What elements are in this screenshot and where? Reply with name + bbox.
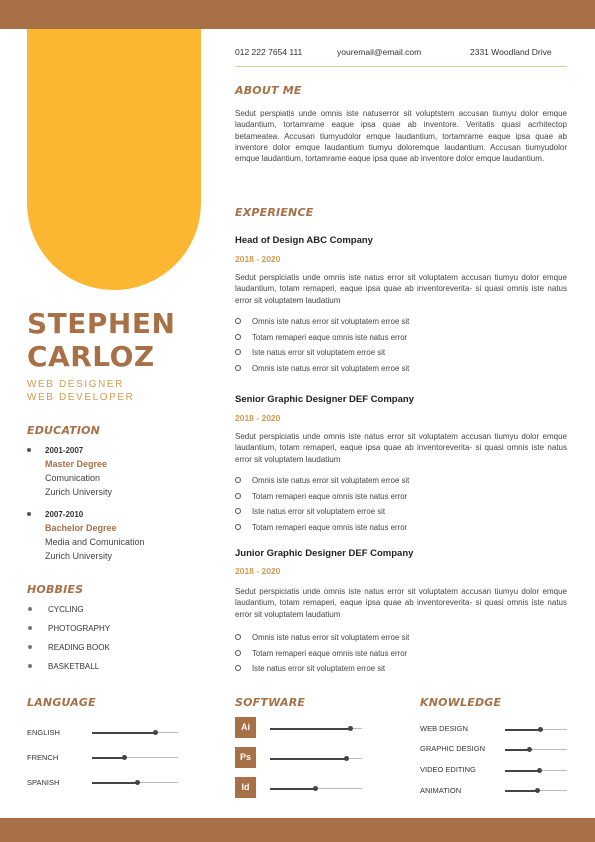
circle-bullet-icon (235, 349, 241, 355)
circle-bullet-icon (235, 665, 241, 671)
job-bullet-text: Omnis iste natus error sit voluptatem erroe sit (252, 476, 410, 485)
circle-bullet-icon (235, 365, 241, 371)
first-name: STEPHEN (27, 307, 176, 340)
hobby-label: BASKETBALL (48, 662, 100, 671)
about-text: Sedut perspiatis unde omnis iste natuserror sit voluptstem accusan tiumyu dolor emque laudantium, tortamrame eaque ipsa quae ab inventore. Veritatis quasi acrhitectop betameatea. Accusan tiumyudolor emque laudantium, tortamrame eaque ipsa quae ab inventore dolor emque laudantium tiumyu doloremque laudantium. Accusan tiumyudolor emque laudantium, tortamrame eaque ipsa quae ab inventore dolor emque laudantium. (235, 109, 567, 164)
job-dates: 2018 - 2020 (235, 254, 281, 264)
circle-bullet-icon (235, 318, 241, 324)
illustrator-icon: Ai (235, 717, 256, 738)
language-name: SPANISH (27, 778, 60, 787)
job-bullet-text: Omnis iste natus error sit voluptatem erroe sit (252, 317, 410, 326)
circle-bullet-icon (235, 477, 241, 483)
hobby-item (27, 657, 110, 676)
language-level-bar (92, 782, 178, 783)
education-degree: Master Degree (45, 459, 108, 469)
language-level-bar (92, 757, 178, 758)
hobbies-title: HOBBIES (27, 583, 84, 596)
decorative-arch (27, 29, 201, 290)
hobby-item (27, 638, 110, 657)
hobby-label: PHOTOGRAPHY (48, 624, 111, 633)
indesign-icon: Id (235, 777, 256, 798)
language-name: ENGLISH (27, 728, 60, 737)
contact-address: 2331 Woodland Drive (470, 47, 552, 57)
slider-knob-icon (344, 756, 349, 761)
hobbies-list (27, 600, 110, 676)
education-school: Zurich University (45, 487, 113, 497)
knowledge-name: VIDEO EDITING (420, 765, 476, 774)
language-level-bar (92, 732, 178, 733)
job-title: Junior Graphic Designer DEF Company (235, 548, 414, 559)
slider-knob-icon (135, 780, 140, 785)
experience-title: EXPERIENCE (235, 206, 314, 219)
knowledge-title: KNOWLEDGE (420, 696, 502, 709)
education-field: Comunication (45, 473, 101, 483)
job-bullet-text: Totam remaperi eaque omnis iste natus error (252, 648, 408, 658)
knowledge-level-bar (505, 729, 567, 730)
slider-knob-icon (348, 726, 353, 731)
circle-bullet-icon (235, 334, 241, 340)
job-description: Sedut perspiciatis unde omnis iste natus error sit voluptatem accusan tiumyu dolor emque laudantium, totam remaperi, eaque ipsa quae ab inventoreverita- si quasi omnis iste natus error sit voluptatem laudatium (235, 587, 567, 619)
job-dates: 2018 - 2020 (235, 413, 281, 423)
job-bullets (235, 473, 567, 535)
education-field: Media and Comunication (45, 537, 145, 547)
bullet-dot-icon (27, 512, 31, 516)
top-band (0, 0, 595, 29)
job-bullets (235, 630, 567, 677)
education-years: 2007-2010 (45, 510, 84, 519)
education-degree: Bachelor Degree (45, 523, 117, 533)
job-description: Sedut perspiciatis unde omnis iste natus error sit voluptatem accusan tiumyu dolor emque laudantium, totam remaperi, eaque ipsa quae ab inventoreverita- si quasi omnis iste natus error sit voluptatem laudatium (235, 273, 567, 305)
job-dates: 2018 - 2020 (235, 566, 281, 576)
hobby-item (27, 600, 110, 619)
language-title: LANGUAGE (27, 696, 96, 709)
education-title: EDUCATION (27, 424, 101, 437)
job-bullet (235, 345, 567, 361)
job-bullet (235, 646, 567, 662)
circle-bullet-icon (235, 524, 241, 530)
job-title: Head of Design ABC Company (235, 235, 373, 246)
software-level-bar (270, 788, 362, 789)
bottom-band (0, 818, 595, 842)
slider-knob-icon (535, 788, 540, 793)
job-roles (27, 378, 135, 404)
job-bullet-text: Totam remaperi eaque omnis iste natus error (252, 491, 408, 501)
job-bullet-text: Iste natus error sit voluptatem erroe sit (252, 507, 386, 516)
role-2: WEB DEVELOPER (27, 392, 135, 403)
job-bullets (235, 314, 567, 376)
contact-email: youremail@email.com (337, 47, 422, 57)
last-name: CARLOZ (27, 340, 155, 373)
slider-knob-icon (527, 747, 532, 752)
bullet-dot-icon (27, 448, 31, 452)
job-bullet (235, 489, 567, 505)
job-bullet-text: Omnis iste natus error sit voluptatem erroe sit (252, 633, 410, 642)
circle-bullet-icon (235, 634, 241, 640)
knowledge-level-bar (505, 770, 567, 771)
slider-knob-icon (313, 786, 318, 791)
job-bullet (235, 661, 567, 677)
job-title: Senior Graphic Designer DEF Company (235, 394, 414, 405)
hobby-item (27, 619, 110, 638)
job-bullet-text: Totam remaperi eaque omnis iste natus error (252, 332, 408, 342)
knowledge-level-bar (505, 749, 567, 750)
bullet-dot-icon (28, 626, 32, 630)
knowledge-name: ANIMATION (420, 786, 462, 795)
contact-phone: 012 222 7654 111 (235, 47, 303, 57)
slider-knob-icon (538, 727, 543, 732)
circle-bullet-icon (235, 493, 241, 499)
job-bullet-text: Totam remaperi eaque omnis iste natus error (252, 522, 408, 532)
job-bullet-text: Omnis iste natus error sit voluptatem erroe sit (252, 363, 410, 373)
header-divider (235, 66, 567, 67)
job-bullet (235, 330, 567, 346)
hobby-label: READING BOOK (48, 643, 110, 652)
bullet-dot-icon (28, 607, 32, 611)
language-name: FRENCH (27, 753, 59, 762)
education-years: 2001-2007 (45, 446, 84, 455)
role-1: WEB DESIGNER (27, 379, 124, 390)
education-item (27, 444, 197, 499)
slider-knob-icon (537, 768, 542, 773)
education-school: Zurich University (45, 551, 113, 561)
job-bullet (235, 361, 567, 377)
software-level-bar (270, 728, 362, 729)
job-bullet (235, 473, 567, 489)
hobby-label: CYCLING (48, 605, 84, 614)
slider-knob-icon (122, 755, 127, 760)
software-level-bar (270, 758, 362, 759)
knowledge-level-bar (505, 790, 567, 791)
candidate-name (27, 307, 175, 373)
about-title: ABOUT ME (235, 84, 302, 97)
job-bullet-text: Iste natus error sit voluptatem erroe sit (252, 664, 386, 673)
bullet-dot-icon (28, 645, 32, 649)
circle-bullet-icon (235, 508, 241, 514)
job-bullet (235, 520, 567, 536)
job-bullet (235, 504, 567, 520)
software-title: SOFTWARE (235, 696, 306, 709)
circle-bullet-icon (235, 650, 241, 656)
education-item (27, 508, 197, 563)
knowledge-name: GRAPHIC DESIGN (420, 744, 486, 753)
job-bullet (235, 630, 567, 646)
knowledge-name: WEB DESIGN (420, 724, 468, 733)
job-bullet-text: Iste natus error sit voluptatem erroe sit (252, 348, 386, 357)
job-description: Sedut perspiciatis unde omnis iste natus error sit voluptatem accusan tiumyu dolor emque laudantium, totam remaperi, eaque ipsa quae ab inventoreverita- si quasi omnis iste natus error sit voluptatem laudatium (235, 432, 567, 464)
photoshop-icon: Ps (235, 747, 256, 768)
slider-knob-icon (153, 730, 158, 735)
job-bullet (235, 314, 567, 330)
bullet-dot-icon (28, 664, 32, 668)
